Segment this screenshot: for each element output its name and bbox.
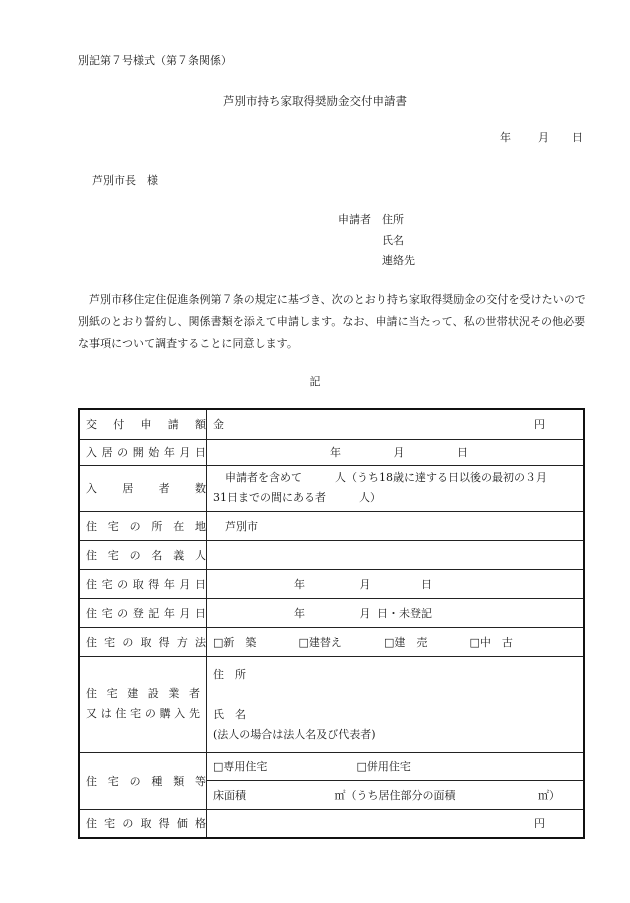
- floor-area-label: 床面積: [213, 788, 246, 802]
- builder-name-label: 氏 名: [213, 707, 246, 721]
- label-price: 住宅の取得価格: [79, 809, 207, 838]
- applicant-name-label: 氏名: [382, 234, 404, 247]
- applicant-address-label: 住所: [382, 213, 404, 226]
- label-location: 住宅の所在地: [79, 511, 207, 540]
- builder-note: (法人の場合は法人名及び代表者): [213, 727, 376, 741]
- label-registration-date: 住宅の登記年月日: [79, 598, 207, 627]
- field-price[interactable]: [207, 809, 585, 838]
- label-residents: 入居者数: [79, 465, 207, 511]
- label-method: 住宅の取得方法: [79, 627, 207, 656]
- ki-heading: 記: [309, 375, 321, 388]
- method-readybuilt-checkbox[interactable]: □建 売: [384, 635, 428, 649]
- location-value: 芦別市: [225, 519, 258, 533]
- field-owner[interactable]: [207, 540, 585, 569]
- amount-unit: 円: [534, 418, 545, 432]
- field-floor-area[interactable]: [207, 780, 585, 809]
- builder-address-label: 住 所: [213, 667, 246, 681]
- field-move-in[interactable]: [207, 439, 585, 465]
- acq-day: 日: [421, 577, 432, 591]
- row-amount: [79, 409, 584, 439]
- label-amount: 交付申請額: [79, 409, 207, 439]
- row-registration-date: [79, 598, 584, 627]
- field-method: [207, 627, 585, 656]
- residents-line2: 31日までの間にある者 人）: [213, 491, 381, 504]
- price-unit: 円: [534, 817, 545, 831]
- applicant-contact-label: 連絡先: [382, 254, 415, 267]
- row-residents: [79, 465, 584, 511]
- field-amount[interactable]: [207, 409, 585, 439]
- floor-area-unit-close: ㎡）: [538, 788, 560, 802]
- reg-day: 日・未登記: [377, 606, 432, 620]
- row-builder: [79, 656, 584, 752]
- row-method: [79, 627, 584, 656]
- row-location: [79, 511, 584, 540]
- type-combined-checkbox[interactable]: □併用住宅: [356, 760, 411, 773]
- date-month: 月: [538, 131, 549, 144]
- label-acquisition-date: 住宅の取得年月日: [79, 569, 207, 598]
- amount-prefix: 金: [213, 418, 224, 432]
- row-move-in: [79, 439, 584, 465]
- move-in-day: 日: [457, 446, 468, 459]
- method-new-checkbox[interactable]: □新 築: [213, 635, 257, 649]
- reg-year: 年: [294, 606, 305, 620]
- method-rebuild-checkbox[interactable]: □建替え: [298, 635, 342, 649]
- reg-month: 月: [359, 606, 371, 620]
- move-in-year: 年: [330, 446, 341, 459]
- residents-line1: 申請者を含めて 人（うち18歳に達する日以後の最初の３月: [225, 471, 547, 484]
- field-location[interactable]: [207, 511, 585, 540]
- applicant-label: 申請者: [338, 213, 371, 226]
- body-text: 芦別市移住定住促進条例第７条の規定に基づき、次のとおり持ち家取得奨励金の交付を受けたいので別紙のとおり誓約し、関係書類を添えて申請します。なお、申請に当たって、私の世帯状況その他必要な事項について調査することに同意します。: [78, 293, 586, 350]
- field-type: [207, 752, 585, 780]
- label-move-in: 入居の開始年月日: [79, 439, 207, 465]
- row-price: [79, 809, 584, 838]
- date-year: 年: [500, 131, 511, 144]
- document-title: 芦別市持ち家取得奨励金交付申請書: [223, 94, 407, 108]
- form-number: 別記第７号様式（第７条関係）: [78, 54, 232, 67]
- type-dedicated-checkbox[interactable]: □専用住宅: [213, 760, 268, 773]
- date-day: 日: [572, 131, 583, 144]
- field-registration-date[interactable]: [207, 598, 585, 627]
- acq-month: 月: [359, 577, 371, 591]
- row-acquisition-date: [79, 569, 584, 598]
- move-in-month: 月: [393, 446, 405, 459]
- label-owner: 住宅の名義人: [79, 540, 207, 569]
- field-acquisition-date[interactable]: [207, 569, 585, 598]
- application-table: [78, 408, 585, 839]
- floor-area-unit: ㎡（うち居住部分の面積: [334, 788, 456, 802]
- acq-year: 年: [294, 577, 305, 591]
- label-builder: 住宅建設業者 又は住宅の購入先: [79, 656, 207, 752]
- field-residents[interactable]: [207, 465, 585, 511]
- row-owner: [79, 540, 584, 569]
- label-type: 住宅の種類等: [79, 752, 207, 809]
- method-used-checkbox[interactable]: □中 古: [469, 635, 513, 649]
- field-builder[interactable]: [207, 656, 585, 752]
- row-type-1: [79, 752, 584, 780]
- addressee: 芦別市長 様: [92, 174, 158, 187]
